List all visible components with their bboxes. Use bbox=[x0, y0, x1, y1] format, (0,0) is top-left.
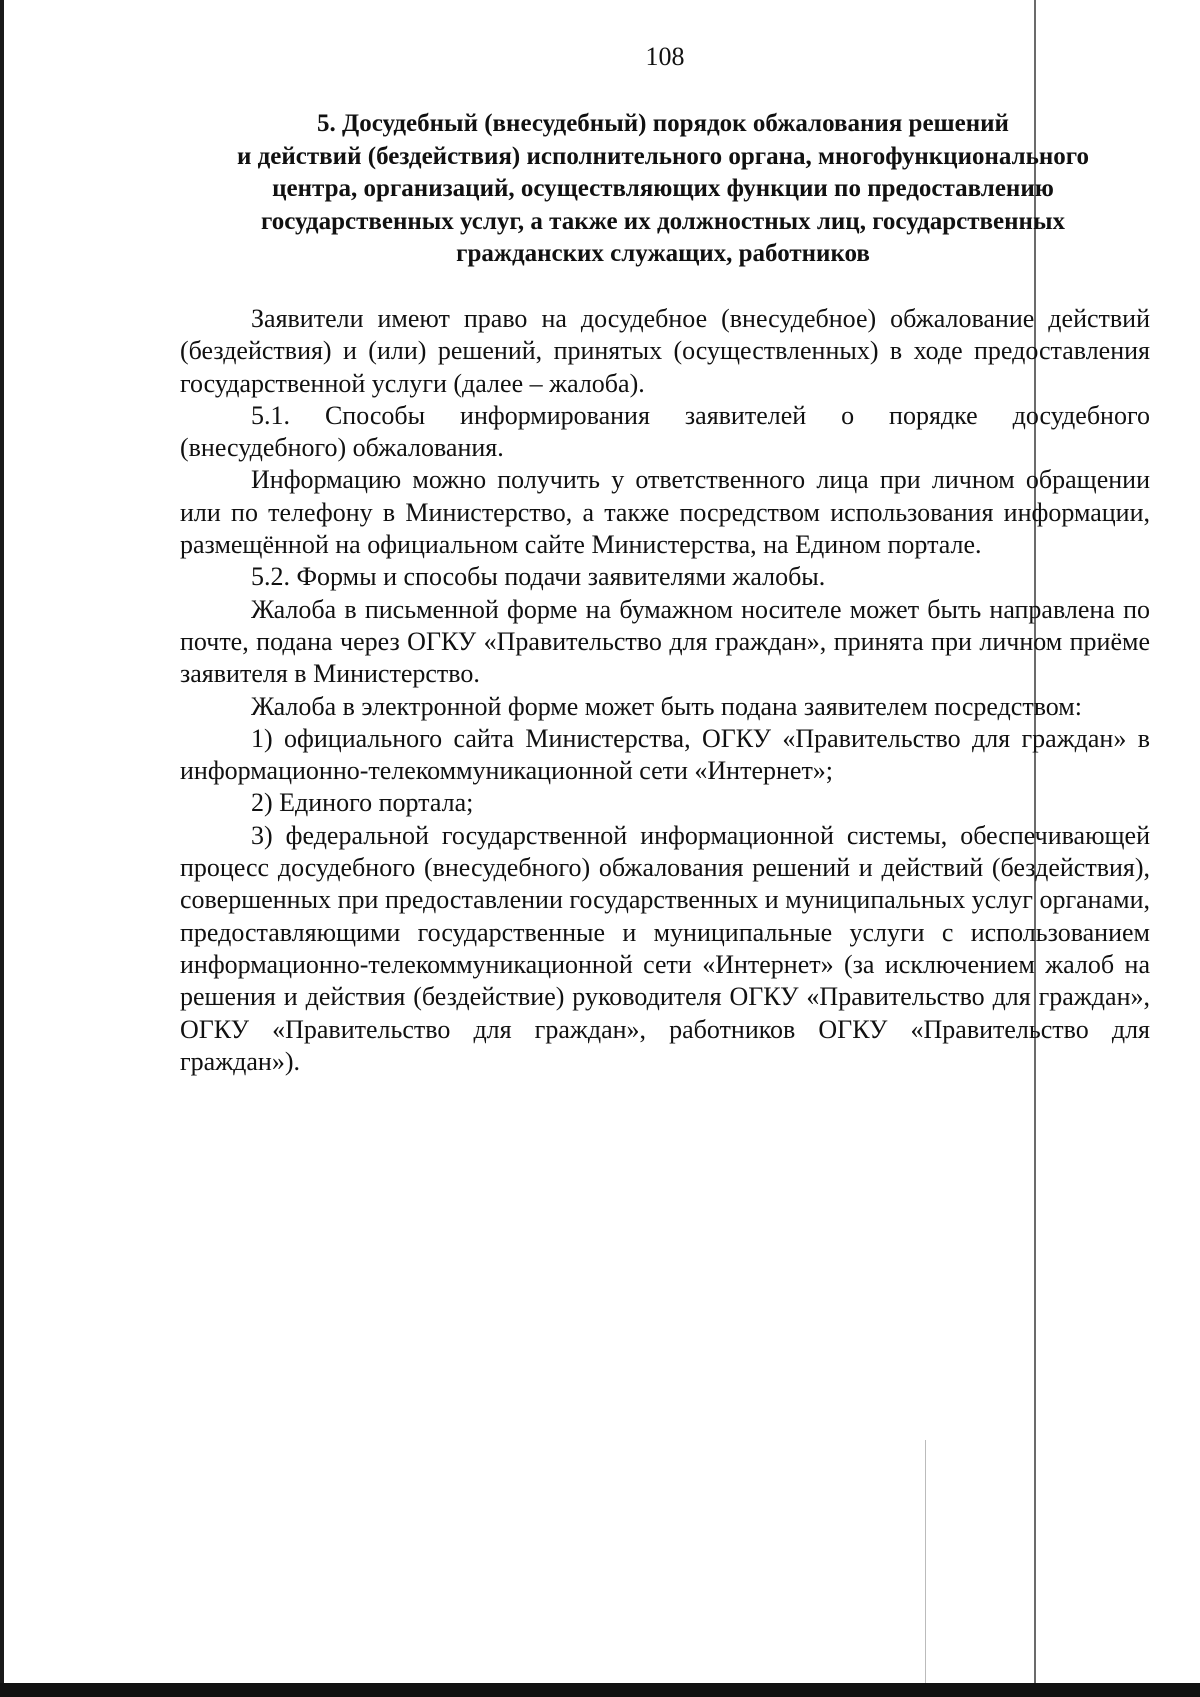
heading-line: центра, организаций, осуществляющих функции по предоставлению bbox=[272, 175, 1054, 202]
page-number: 108 bbox=[645, 42, 685, 71]
scan-edge-left bbox=[0, 0, 4, 1697]
list-item-2: 2) Единого портала; bbox=[251, 788, 474, 818]
paragraph-5-2-title: 5.2. Формы и способы подачи заявителями жалобы. bbox=[251, 562, 826, 592]
heading-line: и действий (бездействия) исполнительного органа, многофункционального bbox=[237, 142, 1089, 170]
list-item-3: 3) федеральной государственной информационной системы, обеспечивающей процесс досудебного (внесудебного) обжалования решений и действий (бездействия), совершенных при предоставлении государственных и муниципальных услуг органами, предоставляющими государственные и муниципальные услуги с использованием информационно-телекоммуникационной сети «Интернет» (за исключением жалоб на решения и действия (бездействие) руководителя ОГКУ «Правительство для граждан», ОГКУ «Правительство для граждан», работников ОГКУ «Правительство для граждан»). bbox=[180, 820, 1150, 1076]
heading-line: 5. Досудебный (внесудебный) порядок обжалования решений bbox=[317, 110, 1009, 137]
paragraph-right-to-appeal: Заявители имеют право на досудебное (внесудебное) обжалование действий (бездействия) и (или) решений, принятых (осуществленных) в ходе предоставления государственной услуги (далее – жалоба). bbox=[180, 304, 1150, 398]
list-item-1: 1) официального сайта Министерства, ОГКУ «Правительство для граждан» в информационно-телекоммуникационной сети «Интернет»; bbox=[180, 723, 1150, 786]
scan-edge-bottom bbox=[0, 1683, 1200, 1697]
paragraph-electronic-complaint: Жалоба в электронной форме может быть подана заявителем посредством: bbox=[251, 691, 1082, 721]
scan-artifact-faint-line bbox=[925, 1440, 926, 1683]
heading-line: государственных услуг, а также их должностных лиц, государственных bbox=[261, 207, 1065, 235]
section-heading bbox=[178, 108, 1148, 271]
heading-line: гражданских служащих, работников bbox=[456, 240, 870, 267]
paragraph-5-1-title: 5.1. Способы информирования заявителей о порядке досудебного (внесудебного) обжалования. bbox=[180, 400, 1150, 463]
paragraph-information-sources: Информацию можно получить у ответственного лица при личном обращении или по телефону в Министерство, а также посредством использования информации, размещённой на официальном сайте Министерства, на Едином портале. bbox=[180, 465, 1150, 560]
document-body bbox=[180, 303, 1150, 1078]
paragraph-paper-complaint: Жалоба в письменной форме на бумажном носителе может быть направлена по почте, подана через ОГКУ «Правительство для граждан», принята при личном приёме заявителя в Министерство. bbox=[180, 594, 1150, 689]
